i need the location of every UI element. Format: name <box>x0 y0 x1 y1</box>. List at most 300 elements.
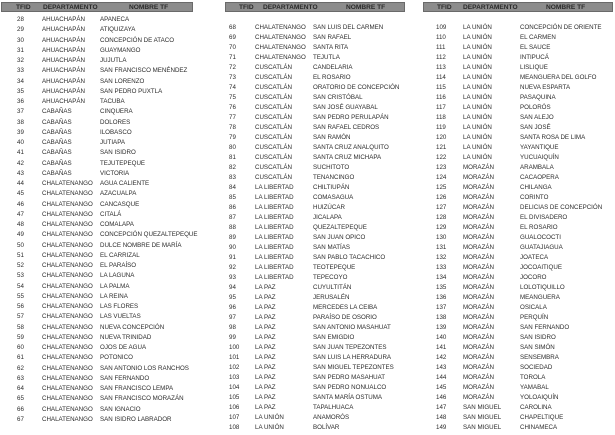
cell-departamento: CUSCATLÁN <box>255 144 293 151</box>
cell-tfid: 50 <box>17 241 24 249</box>
cell-tfid: 29 <box>17 26 24 34</box>
cell-nombre: YAYANTIQUE <box>520 144 559 151</box>
cell-tfid: 114 <box>436 74 446 81</box>
table-header <box>1 2 193 12</box>
cell-departamento: MORAZÁN <box>463 354 494 361</box>
cell-tfid: 126 <box>436 194 447 201</box>
cell-nombre: SANTA CRUZ ANALQUITO <box>313 144 389 151</box>
cell-nombre: SAN RAMÓN <box>313 134 351 141</box>
table-left <box>0 0 200 435</box>
cell-nombre: SAN FERNANDO <box>520 324 570 331</box>
cell-nombre: SAN FERNANDO <box>100 374 150 382</box>
cell-nombre: CHILTIUPÁN <box>313 184 350 191</box>
cell-nombre: OJOS DE AGUA <box>100 344 147 351</box>
cell-tfid: 63 <box>17 374 24 382</box>
cell-tfid: 101 <box>229 354 240 361</box>
cell-nombre: EL CARMEN <box>520 34 556 41</box>
cell-departamento: AHUACHAPÁN <box>42 36 85 44</box>
cell-departamento: LA UNIÓN <box>255 424 284 431</box>
cell-nombre: SAN LUIS DEL CARMEN <box>313 24 384 31</box>
cell-departamento: LA PAZ <box>255 364 276 371</box>
cell-tfid: 44 <box>17 180 24 187</box>
cell-tfid: 100 <box>229 344 240 351</box>
cell-tfid: 146 <box>436 394 447 401</box>
cell-nombre: JOATECA <box>520 254 549 261</box>
header-nombre: NOMBRE TF <box>546 4 586 11</box>
cell-nombre: JERUSALÉN <box>313 294 350 301</box>
cell-tfid: 42 <box>17 159 24 167</box>
cell-nombre: SAN JOSÉ <box>520 124 551 131</box>
cell-departamento: CHALATENANGO <box>255 54 306 61</box>
cell-departamento: MORAZÁN <box>463 184 494 191</box>
cell-departamento: AHUACHAPÁN <box>42 77 85 85</box>
cell-departamento: AHUACHAPÁN <box>42 67 85 75</box>
cell-departamento: CUSCATLÁN <box>255 74 293 81</box>
cell-nombre: YAMABAL <box>520 384 549 391</box>
cell-tfid: 61 <box>17 354 24 362</box>
cell-tfid: 103 <box>229 374 240 381</box>
cell-departamento: CHALATENANGO <box>42 313 93 321</box>
cell-nombre: CHILANGA <box>520 184 552 191</box>
cell-nombre: JOCOAITIQUE <box>520 264 562 271</box>
cell-departamento: CUSCATLÁN <box>255 114 293 121</box>
cell-departamento: CHALATENANGO <box>42 241 93 249</box>
cell-tfid: 31 <box>17 46 24 54</box>
cell-nombre: SAN ANTONIO LOS RANCHOS <box>100 364 189 372</box>
cell-nombre: PARAÍSO DE OSORIO <box>313 314 377 321</box>
cell-nombre: SAN PEDRO NONUALCO <box>313 384 387 391</box>
cell-nombre: SAN LORENZO <box>100 77 145 85</box>
cell-nombre: VICTORIA <box>100 169 130 177</box>
cell-departamento: CABAÑAS <box>42 108 72 116</box>
cell-nombre: SAN IGNACIO <box>100 405 141 413</box>
cell-tfid: 113 <box>436 64 446 71</box>
cell-nombre: SAN MATÍAS <box>313 244 351 251</box>
cell-tfid: 95 <box>229 294 236 301</box>
cell-nombre: LAS FLORES <box>100 303 139 310</box>
cell-departamento: AHUACHAPÁN <box>42 16 85 23</box>
cell-departamento: LA LIBERTAD <box>255 204 294 211</box>
cell-tfid: 121 <box>436 144 447 151</box>
cell-tfid: 82 <box>229 164 236 171</box>
cell-departamento: CHALATENANGO <box>42 272 93 280</box>
cell-departamento: LA LIBERTAD <box>255 234 294 241</box>
cell-nombre: SAN FRANCISCO MORAZÁN <box>100 395 184 403</box>
cell-departamento: AHUACHAPÁN <box>42 98 85 105</box>
cell-tfid: 92 <box>229 264 236 271</box>
cell-nombre: INTIPUCÁ <box>520 54 549 61</box>
cell-departamento: MORAZÁN <box>463 244 494 251</box>
cell-tfid: 120 <box>436 134 447 141</box>
cell-departamento: LA PAZ <box>255 284 276 291</box>
cell-tfid: 111 <box>436 44 446 51</box>
cell-departamento: CHALATENANGO <box>42 303 93 310</box>
cell-nombre: EL ROSARIO <box>313 74 351 81</box>
cell-tfid: 135 <box>436 284 447 291</box>
cell-nombre: DOLORES <box>100 118 131 126</box>
cell-nombre: AZACUALPA <box>100 190 137 198</box>
cell-departamento: LA PAZ <box>255 384 276 391</box>
cell-departamento: CHALATENANGO <box>42 292 93 300</box>
cell-nombre: SAN FRANCISCO LEMPA <box>100 385 174 392</box>
cell-tfid: 89 <box>229 234 236 241</box>
cell-tfid: 85 <box>229 194 236 201</box>
cell-tfid: 105 <box>229 394 240 401</box>
cell-nombre: SAN LUIS LA HERRADURA <box>313 354 392 361</box>
cell-nombre: CANCASQUE <box>100 200 140 208</box>
cell-nombre: NUEVA TRINIDAD <box>100 333 152 341</box>
cell-nombre: CONCEPCIÓN DE ORIENTE <box>520 24 602 31</box>
cell-nombre: SAN JOSÉ GUAYABAL <box>313 104 378 111</box>
cell-nombre: SAN RAFAEL <box>313 34 352 41</box>
cell-departamento: MORAZÁN <box>463 364 494 371</box>
cell-tfid: 55 <box>17 292 24 300</box>
cell-tfid: 132 <box>436 254 447 261</box>
cell-departamento: SAN MIGUEL <box>463 404 502 411</box>
cell-departamento: LA LIBERTAD <box>255 184 294 191</box>
cell-nombre: SAN JUAN TEPEZONTES <box>313 344 387 351</box>
cell-tfid: 122 <box>436 154 447 161</box>
cell-departamento: CHALATENANGO <box>42 364 93 372</box>
cell-departamento: MORAZÁN <box>463 284 494 291</box>
cell-departamento: LA UNIÓN <box>463 64 492 71</box>
cell-departamento: SAN MIGUEL <box>463 424 502 431</box>
cell-tfid: 78 <box>229 124 236 131</box>
cell-nombre: MEANGUERA <box>520 294 560 301</box>
cell-departamento: MORAZÁN <box>463 334 494 341</box>
cell-nombre: CHINAMECA <box>520 424 558 431</box>
cell-departamento: MORAZÁN <box>463 194 494 201</box>
cell-departamento: LA LIBERTAD <box>255 274 294 281</box>
cell-tfid: 60 <box>17 344 24 351</box>
cell-departamento: CHALATENANGO <box>42 200 93 208</box>
cell-tfid: 131 <box>436 244 447 251</box>
cell-departamento: CHALATENANGO <box>42 180 93 187</box>
cell-departamento: CABAÑAS <box>42 169 72 177</box>
cell-tfid: 28 <box>17 16 24 23</box>
cell-tfid: 57 <box>17 313 24 321</box>
header-tfid: TFID <box>239 4 254 11</box>
cell-tfid: 75 <box>229 94 236 101</box>
cell-tfid: 116 <box>436 94 446 101</box>
cell-nombre: SAN PEDRO MASAHUAT <box>313 374 386 381</box>
cell-departamento: CHALATENANGO <box>42 344 93 351</box>
cell-departamento: LA UNIÓN <box>463 124 492 131</box>
cell-departamento: CHALATENANGO <box>42 374 93 382</box>
cell-departamento: LA UNIÓN <box>463 134 492 141</box>
cell-nombre: DELICIAS DE CONCEPCIÓN <box>520 204 603 211</box>
cell-departamento: CHALATENANGO <box>255 44 306 51</box>
cell-departamento: LA UNIÓN <box>463 84 492 91</box>
cell-departamento: LA UNIÓN <box>463 24 492 31</box>
cell-nombre: TACUBA <box>100 98 125 105</box>
cell-nombre: LA PALMA <box>100 282 130 290</box>
cell-nombre: BOLÍVAR <box>313 424 340 431</box>
cell-departamento: MORAZÁN <box>463 344 494 351</box>
cell-nombre: SAN RAFAEL CEDROS <box>313 124 380 131</box>
cell-nombre: SAN FRANCISCO MENÉNDEZ <box>100 67 188 75</box>
cell-tfid: 148 <box>436 414 447 421</box>
cell-nombre: GUAYMANGO <box>100 46 141 54</box>
cell-tfid: 66 <box>17 405 24 413</box>
cell-nombre: CONCEPCIÓN DE ATACO <box>100 36 175 44</box>
table-right <box>410 0 615 435</box>
cell-nombre: EL SAUCE <box>520 44 551 51</box>
cell-tfid: 128 <box>436 214 447 221</box>
cell-tfid: 144 <box>436 374 447 381</box>
cell-nombre: ILOBASCO <box>100 128 132 136</box>
cell-departamento: CHALATENANGO <box>42 405 93 413</box>
cell-departamento: LA LIBERTAD <box>255 244 294 251</box>
cell-nombre: SANTA RITA <box>313 44 349 51</box>
cell-nombre: MERCEDES LA CEIBA <box>313 304 378 311</box>
table-header <box>225 2 405 12</box>
cell-tfid: 73 <box>229 74 236 81</box>
cell-nombre: SAN MIGUEL TEPEZONTES <box>313 364 394 371</box>
cell-departamento: MORAZÁN <box>463 264 494 271</box>
cell-nombre: JUTIAPA <box>100 139 125 146</box>
cell-tfid: 38 <box>17 118 24 126</box>
cell-tfid: 98 <box>229 324 236 331</box>
cell-tfid: 30 <box>17 36 24 44</box>
cell-tfid: 43 <box>17 169 24 177</box>
cell-departamento: CHALATENANGO <box>42 354 93 362</box>
cell-departamento: CHALATENANGO <box>42 282 93 290</box>
cell-departamento: LA PAZ <box>255 404 276 411</box>
cell-nombre: PASAQUINA <box>520 94 556 101</box>
cell-tfid: 74 <box>229 84 236 91</box>
cell-nombre: NUEVA CONCEPCIÓN <box>100 323 165 331</box>
cell-departamento: MORAZÁN <box>463 324 494 331</box>
cell-nombre: SAN PABLO TACACHICO <box>313 254 386 261</box>
cell-departamento: CUSCATLÁN <box>255 64 293 71</box>
cell-tfid: 96 <box>229 304 236 311</box>
cell-departamento: CABAÑAS <box>42 128 72 136</box>
cell-departamento: LA PAZ <box>255 394 276 401</box>
cell-departamento: CUSCATLÁN <box>255 154 293 161</box>
cell-tfid: 134 <box>436 274 447 281</box>
header-departamento: DEPARTAMENTO <box>43 4 98 11</box>
cell-nombre: SAN EMIGDIO <box>313 334 355 341</box>
cell-departamento: CHALATENANGO <box>42 415 93 423</box>
cell-departamento: LA UNIÓN <box>463 94 492 101</box>
cell-tfid: 36 <box>17 98 24 105</box>
cell-tfid: 35 <box>17 87 24 95</box>
cell-tfid: 115 <box>436 84 446 91</box>
cell-tfid: 72 <box>229 64 236 71</box>
cell-departamento: CUSCATLÁN <box>255 104 293 111</box>
cell-tfid: 118 <box>436 114 446 121</box>
cell-tfid: 139 <box>436 324 447 331</box>
cell-departamento: MORAZÁN <box>463 214 494 221</box>
cell-departamento: CUSCATLÁN <box>255 94 293 101</box>
cell-nombre: APANECA <box>100 16 130 23</box>
cell-tfid: 94 <box>229 284 236 291</box>
cell-departamento: AHUACHAPÁN <box>42 57 85 64</box>
cell-departamento: LA PAZ <box>255 334 276 341</box>
cell-tfid: 125 <box>436 184 447 191</box>
cell-departamento: LA PAZ <box>255 344 276 351</box>
cell-departamento: CUSCATLÁN <box>255 84 293 91</box>
cell-nombre: EL PARAÍSO <box>100 262 137 269</box>
cell-departamento: CABAÑAS <box>42 149 72 157</box>
cell-departamento: MORAZÁN <box>463 254 494 261</box>
cell-tfid: 109 <box>436 24 447 31</box>
cell-nombre: LA LAGUNA <box>100 272 135 280</box>
cell-nombre: CUYULTITÁN <box>313 284 352 291</box>
cell-tfid: 149 <box>436 424 447 431</box>
cell-nombre: TENANCINGO <box>313 174 355 181</box>
cell-tfid: 112 <box>436 54 446 61</box>
cell-tfid: 39 <box>17 128 24 136</box>
cell-tfid: 133 <box>436 264 447 271</box>
cell-tfid: 51 <box>17 251 24 259</box>
cell-tfid: 67 <box>17 415 24 423</box>
cell-nombre: SAN PEDRO PERULAPÁN <box>313 114 389 121</box>
cell-departamento: LA LIBERTAD <box>255 224 294 231</box>
cell-departamento: CHALATENANGO <box>42 395 93 403</box>
cell-departamento: CHALATENANGO <box>42 323 93 331</box>
cell-nombre: TOROLA <box>520 374 546 381</box>
cell-departamento: AHUACHAPÁN <box>42 46 85 54</box>
cell-nombre: PERQUÍN <box>520 314 549 321</box>
cell-tfid: 48 <box>17 221 24 228</box>
cell-departamento: LA PAZ <box>255 354 276 361</box>
cell-nombre: TEJUTLA <box>313 54 340 61</box>
cell-tfid: 102 <box>229 364 240 371</box>
cell-nombre: CINQUERA <box>100 108 133 116</box>
cell-departamento: LA LIBERTAD <box>255 254 294 261</box>
cell-departamento: CUSCATLÁN <box>255 174 293 181</box>
cell-tfid: 77 <box>229 114 236 121</box>
cell-nombre: SAN JUAN OPICO <box>313 234 366 241</box>
cell-departamento: CHALATENANGO <box>42 190 93 198</box>
cell-tfid: 58 <box>17 323 24 331</box>
cell-tfid: 41 <box>17 149 24 157</box>
cell-departamento: LA LIBERTAD <box>255 214 294 221</box>
cell-nombre: CHAPELTIQUE <box>520 414 564 421</box>
cell-tfid: 53 <box>17 272 24 280</box>
cell-departamento: LA PAZ <box>255 324 276 331</box>
cell-tfid: 76 <box>229 104 236 111</box>
cell-departamento: LA UNIÓN <box>463 104 492 111</box>
cell-nombre: OSICALA <box>520 304 547 311</box>
cell-nombre: CACAOPERA <box>520 174 559 181</box>
cell-departamento: LA UNIÓN <box>463 74 492 81</box>
cell-tfid: 117 <box>436 104 446 111</box>
cell-nombre: QUEZALTEPEQUE <box>313 224 367 231</box>
cell-nombre: YOLOAIQUÍN <box>520 394 559 401</box>
cell-tfid: 64 <box>17 385 24 392</box>
cell-nombre: CAROLINA <box>520 404 552 411</box>
cell-departamento: LA PAZ <box>255 304 276 311</box>
cell-nombre: JICALAPA <box>313 214 342 221</box>
cell-tfid: 59 <box>17 333 24 341</box>
cell-nombre: LAS VUELTAS <box>100 313 141 321</box>
cell-departamento: AHUACHAPÁN <box>42 87 85 95</box>
table-middle <box>205 0 410 435</box>
cell-nombre: COMASAGUA <box>313 194 354 201</box>
cell-departamento: CHALATENANGO <box>42 333 93 341</box>
cell-tfid: 71 <box>229 54 236 61</box>
cell-nombre: YUCUAIQUÍN <box>520 154 559 161</box>
cell-nombre: TEPECOYO <box>313 274 348 281</box>
cell-tfid: 104 <box>229 384 240 391</box>
cell-tfid: 54 <box>17 282 24 290</box>
cell-tfid: 93 <box>229 274 236 281</box>
cell-departamento: MORAZÁN <box>463 174 494 181</box>
cell-departamento: LA UNIÓN <box>255 414 284 421</box>
cell-tfid: 124 <box>436 174 447 181</box>
cell-nombre: POTONICO <box>100 354 133 362</box>
cell-departamento: LA LIBERTAD <box>255 194 294 201</box>
cell-nombre: CANDELARIA <box>313 64 353 71</box>
cell-tfid: 46 <box>17 200 24 208</box>
cell-departamento: CABAÑAS <box>42 159 72 167</box>
cell-nombre: JUJUTLA <box>100 57 127 64</box>
cell-departamento: CHALATENANGO <box>42 210 93 218</box>
cell-nombre: TEOTEPEQUE <box>313 264 356 271</box>
cell-tfid: 79 <box>229 134 236 141</box>
cell-nombre: LISLIQUE <box>520 64 548 71</box>
cell-nombre: GUATAJIAGUA <box>520 244 563 251</box>
cell-nombre: LA REINA <box>100 292 128 300</box>
cell-nombre: SAN PEDRO PUXTLA <box>100 87 163 95</box>
header-nombre: NOMBRE TF <box>346 4 386 11</box>
cell-nombre: SAN CRISTÓBAL <box>313 94 363 101</box>
cell-nombre: SANTA ROSA DE LIMA <box>520 134 586 141</box>
cell-tfid: 119 <box>436 124 446 131</box>
cell-tfid: 37 <box>17 108 24 116</box>
cell-departamento: CUSCATLÁN <box>255 164 293 171</box>
cell-tfid: 52 <box>17 262 24 269</box>
cell-departamento: CHALATENANGO <box>42 385 93 392</box>
cell-nombre: SAN ISIDRO LABRADOR <box>100 415 172 423</box>
cell-tfid: 129 <box>436 224 447 231</box>
cell-departamento: CABAÑAS <box>42 118 72 126</box>
cell-nombre: SAN ANTONIO MASAHUAT <box>313 324 391 331</box>
cell-departamento: AHUACHAPÁN <box>42 26 85 34</box>
cell-tfid: 107 <box>229 414 240 421</box>
cell-nombre: ARAMBALA <box>520 164 554 171</box>
cell-departamento: LA PAZ <box>255 314 276 321</box>
cell-tfid: 33 <box>17 67 24 75</box>
cell-nombre: AGUA CALIENTE <box>100 180 150 187</box>
cell-tfid: 90 <box>229 244 236 251</box>
cell-departamento: MORAZÁN <box>463 234 494 241</box>
table-header <box>423 2 613 12</box>
cell-nombre: NUEVA ESPARTA <box>520 84 571 91</box>
cell-departamento: LA PAZ <box>255 294 276 301</box>
cell-departamento: CHALATENANGO <box>255 24 306 31</box>
header-tfid: TFID <box>16 4 31 11</box>
cell-tfid: 97 <box>229 314 236 321</box>
cell-nombre: JOCORO <box>520 274 547 281</box>
cell-departamento: MORAZÁN <box>463 394 494 401</box>
cell-nombre: SANTA CRUZ MICHAPA <box>313 154 382 161</box>
cell-departamento: LA UNIÓN <box>463 34 492 41</box>
cell-nombre: ORATORIO DE CONCEPCIÓN <box>313 84 400 91</box>
cell-departamento: LA UNIÓN <box>463 44 492 51</box>
cell-nombre: CORINTO <box>520 194 549 201</box>
cell-tfid: 123 <box>436 164 447 171</box>
cell-departamento: MORAZÁN <box>463 304 494 311</box>
cell-tfid: 137 <box>436 304 447 311</box>
cell-tfid: 91 <box>229 254 236 261</box>
cell-tfid: 143 <box>436 364 447 371</box>
cell-nombre: LOLOTIQUILLO <box>520 284 565 291</box>
cell-departamento: CABAÑAS <box>42 139 72 146</box>
